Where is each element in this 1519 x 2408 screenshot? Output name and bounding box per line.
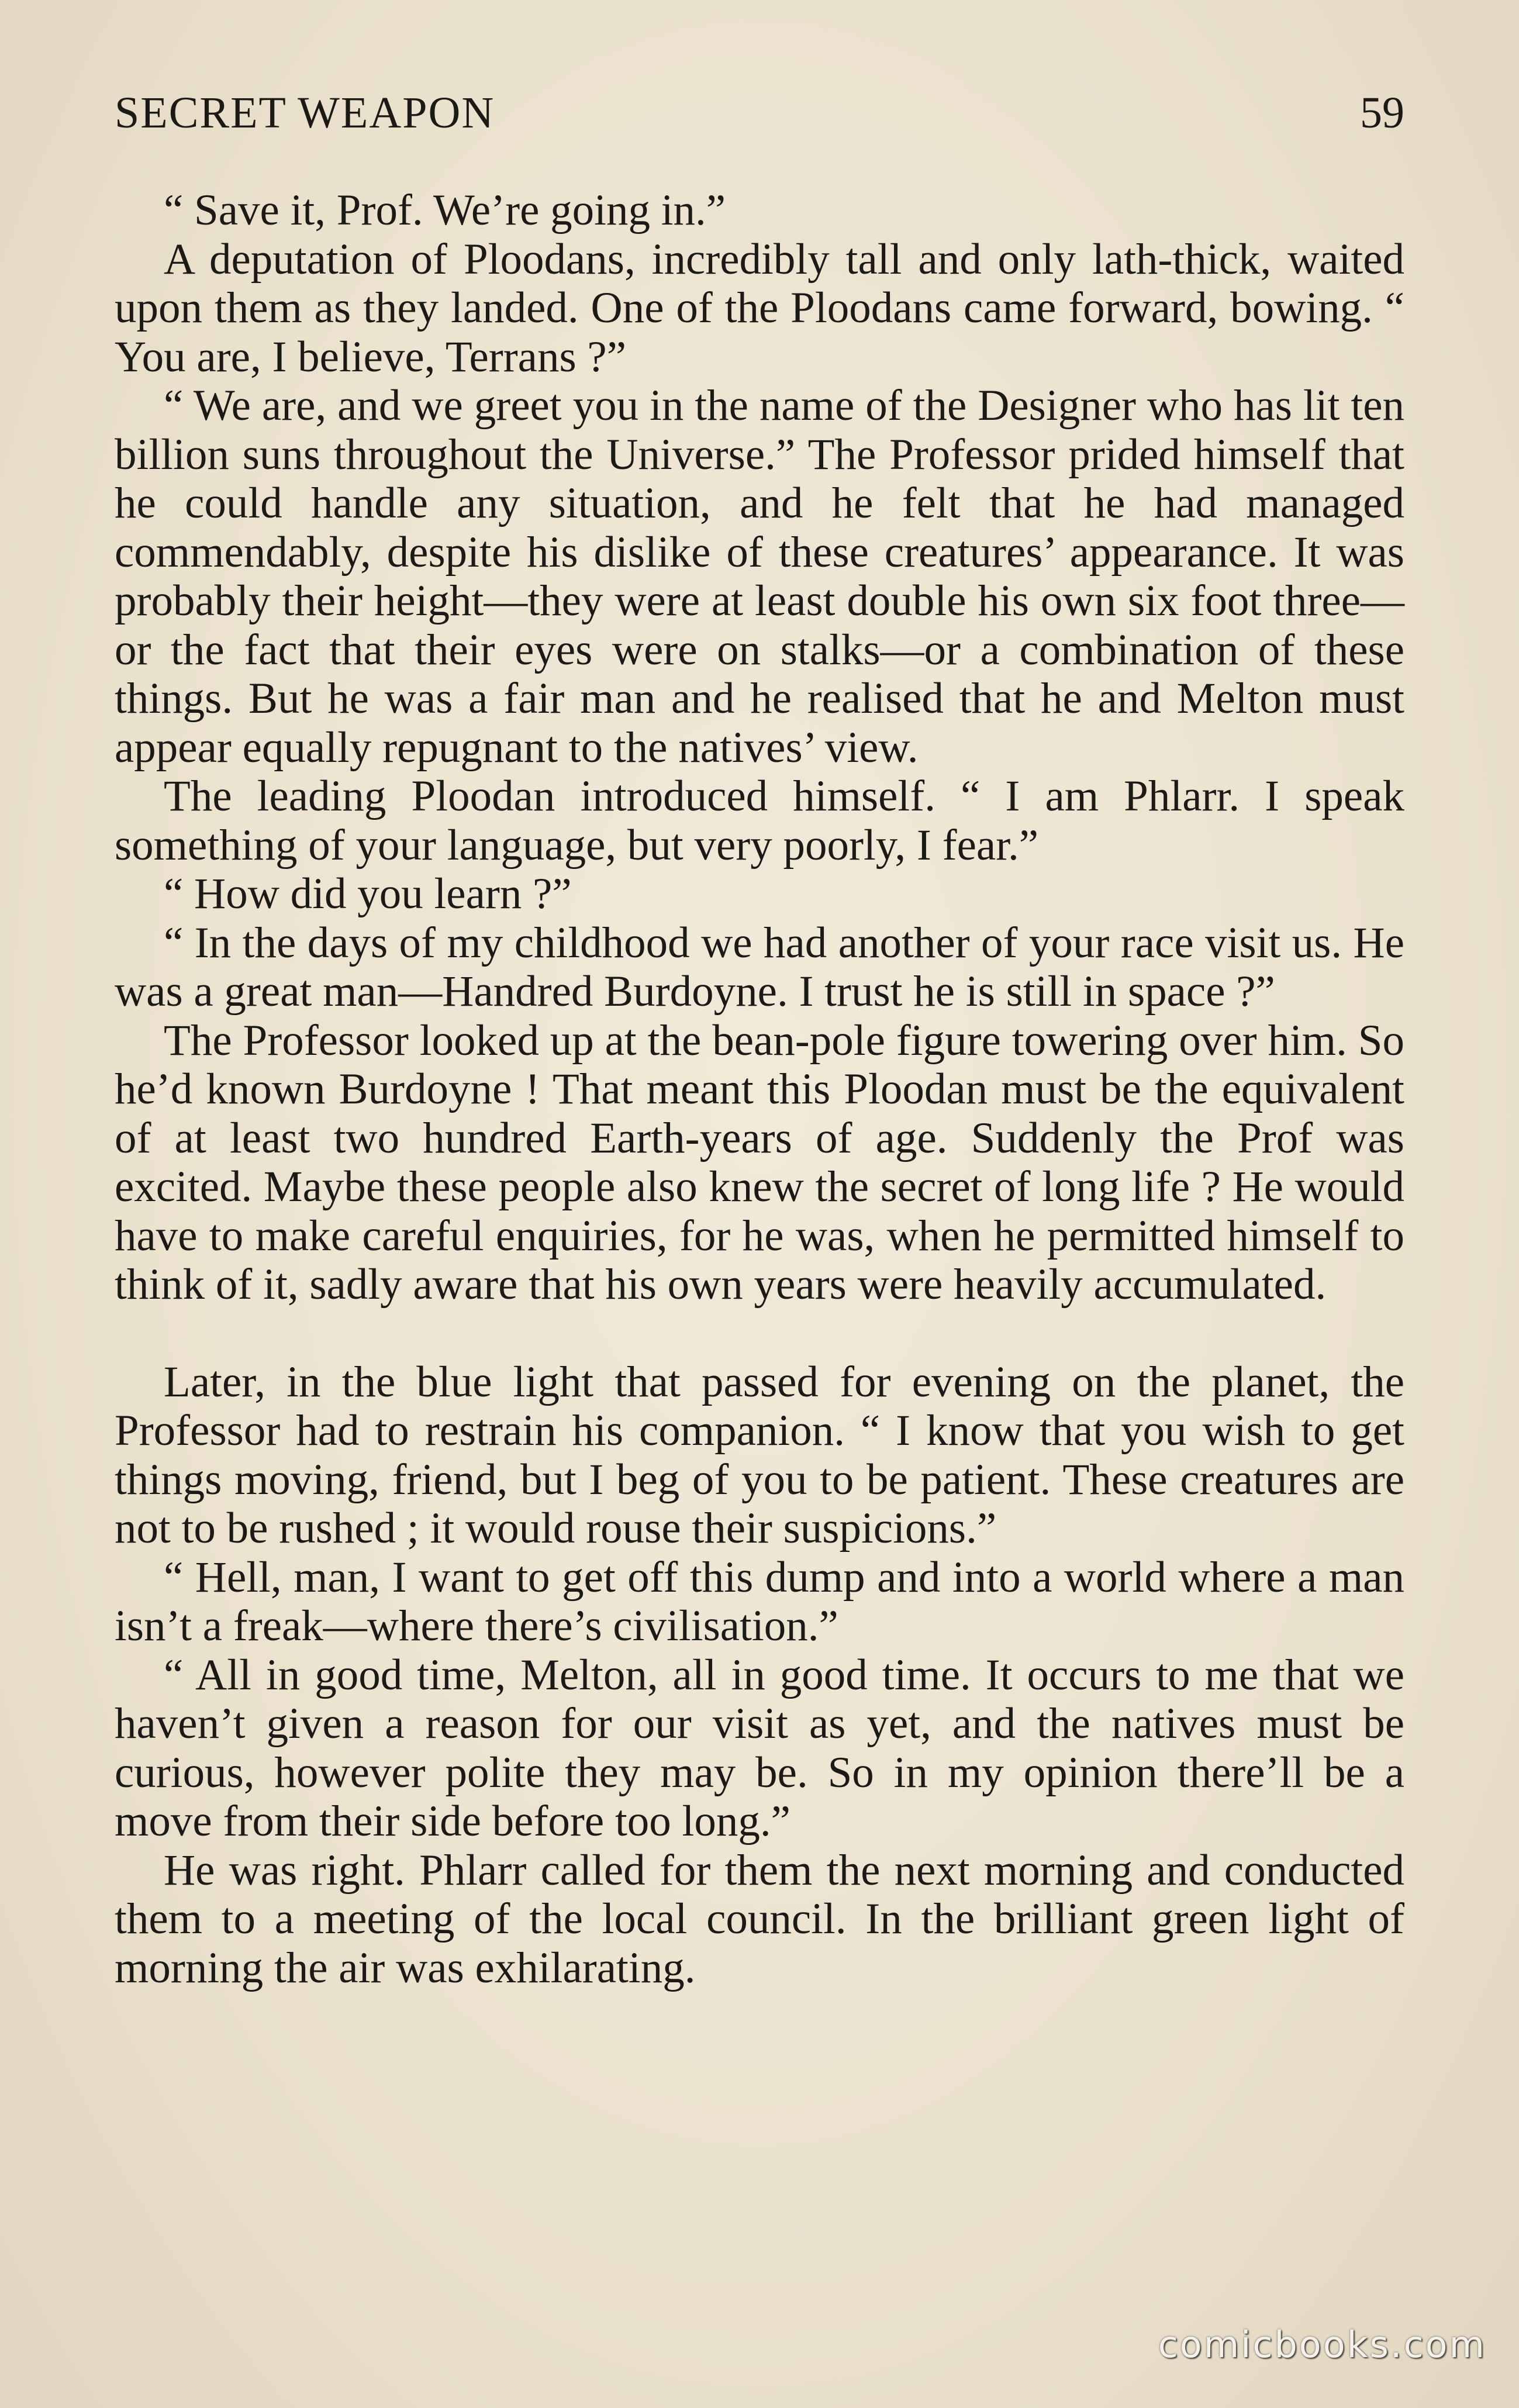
paragraph: “ All in good time, Melton, all in good time. It occurs to me that we haven’t given a reason for our visit as yet, and the natives must be curious, however polite they may be. So in my opinion there’ll be a move from their side before too long.” xyxy=(115,1650,1404,1845)
paragraph: The Professor looked up at the bean-pole figure towering over him. So he’d known Burdoyne ! That meant this Ploodan must be the equivalent of at least two hundred Earth-years of age. Suddenly the Prof was excited. Maybe these people also knew the secret of long life ? He would have to make careful enquiries, for he was, when he permitted himself to think of it, sadly aware that his own years were heavily accumulated. xyxy=(115,1016,1404,1309)
paragraph: He was right. Phlarr called for them the next morning and conducted them to a meeting of the local council. In the brilliant green light of morning the air was exhilarating. xyxy=(115,1845,1404,1992)
paragraph: “ In the days of my childhood we had another of your race visit us. He was a great man—Handred Burdoyne. I trust he is still in space ?” xyxy=(115,918,1404,1016)
paragraph: Later, in the blue light that passed for evening on the planet, the Professor had to restrain his companion. “ I know that you wish to get things moving, friend, but I beg of you to be patient. These creatures are not to be rushed ; it would rouse their suspicions.” xyxy=(115,1357,1404,1553)
running-head xyxy=(115,88,1404,152)
paragraph: “ We are, and we greet you in the name of the Designer who has lit ten billion suns throughout the Universe.” The Professor prided himself that he could handle any situation, and he felt that he had managed commendably, despite his dislike of these creatures’ appearance. It was probably their height—they were at least double his own six foot three—or the fact that their eyes were on stalks—or a combination of these things. But he was a fair man and he realised that he and Melton must appear equally repugnant to the natives’ view. xyxy=(115,381,1404,772)
paragraph: “ Save it, Prof. We’re going in.” xyxy=(164,186,726,234)
page-number: 59 xyxy=(1360,88,1404,137)
running-title: SECRET WEAPON xyxy=(115,88,495,137)
paragraph: A deputation of Ploodans, incredibly tall and only lath-thick, waited upon them as they landed. One of the Ploodans came forward, bowing. “ You are, I believe, Terrans ?” xyxy=(115,234,1404,381)
paragraph: “ How did you learn ?” xyxy=(164,870,572,918)
paragraph: The leading Ploodan introduced himself. “ I am Phlarr. I speak something of your language, but very poorly, I fear.” xyxy=(115,772,1404,870)
watermark: comicbooks.com xyxy=(1158,2323,1486,2366)
body-text xyxy=(115,186,1404,1992)
paragraph: “ Hell, man, I want to get off this dump and into a world where a man isn’t a freak—where there’s civilisation.” xyxy=(115,1553,1404,1650)
